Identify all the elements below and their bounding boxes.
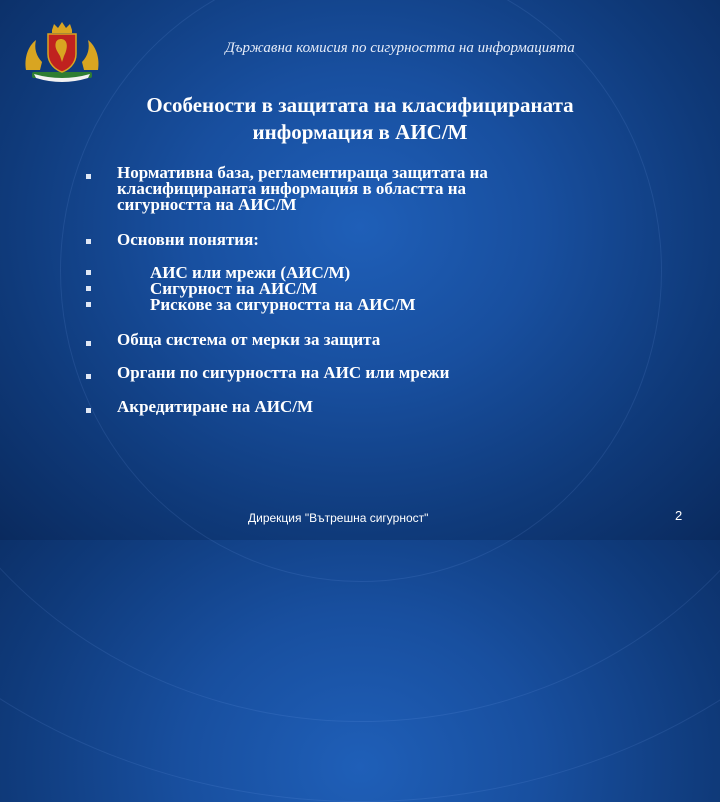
list-item bbox=[117, 399, 313, 415]
square-bullet-icon bbox=[86, 174, 91, 179]
header-organization: Държавна комисия по сигурността на информацията bbox=[225, 40, 575, 56]
slide-title-line: Особености в защитата на класифицираната bbox=[146, 93, 574, 117]
square-bullet-icon bbox=[86, 341, 91, 346]
footer-text: Дирекция "Вътрешна сигурност" bbox=[248, 511, 429, 525]
slide-title-line: информация в АИС/М bbox=[252, 120, 468, 144]
square-bullet-icon bbox=[86, 239, 91, 244]
coat-of-arms-icon bbox=[20, 18, 104, 82]
slide-title bbox=[40, 92, 680, 146]
square-bullet-icon bbox=[86, 286, 91, 291]
list-item bbox=[117, 165, 488, 213]
list-item-line: Акредитиране на АИС/М bbox=[117, 397, 314, 416]
list-item bbox=[117, 365, 449, 381]
square-bullet-icon bbox=[86, 408, 91, 413]
square-bullet-icon bbox=[86, 270, 91, 275]
list-item bbox=[117, 232, 259, 248]
list-item bbox=[150, 297, 416, 313]
list-item-line: Органи по сигурността на АИС или мрежи bbox=[117, 363, 450, 382]
list-item-line: АИС или мрежи (АИС/М) bbox=[150, 263, 351, 282]
list-item-line: Основни понятия: bbox=[117, 230, 259, 249]
list-item-line: Обща система от мерки за защита bbox=[117, 330, 381, 349]
list-item-line: Рискове за сигурността на АИС/М bbox=[150, 295, 416, 314]
list-item-line: класифицираната информация в областта на bbox=[117, 179, 467, 198]
page-number: 2 bbox=[675, 508, 683, 523]
square-bullet-icon bbox=[86, 302, 91, 307]
list-item-line: сигурността на АИС/М bbox=[117, 195, 297, 214]
square-bullet-icon bbox=[86, 374, 91, 379]
list-item bbox=[117, 332, 380, 348]
list-item-line: Сигурност на АИС/М bbox=[150, 279, 318, 298]
list-item-line: Нормативна база, регламентираща защитата на bbox=[117, 163, 488, 182]
